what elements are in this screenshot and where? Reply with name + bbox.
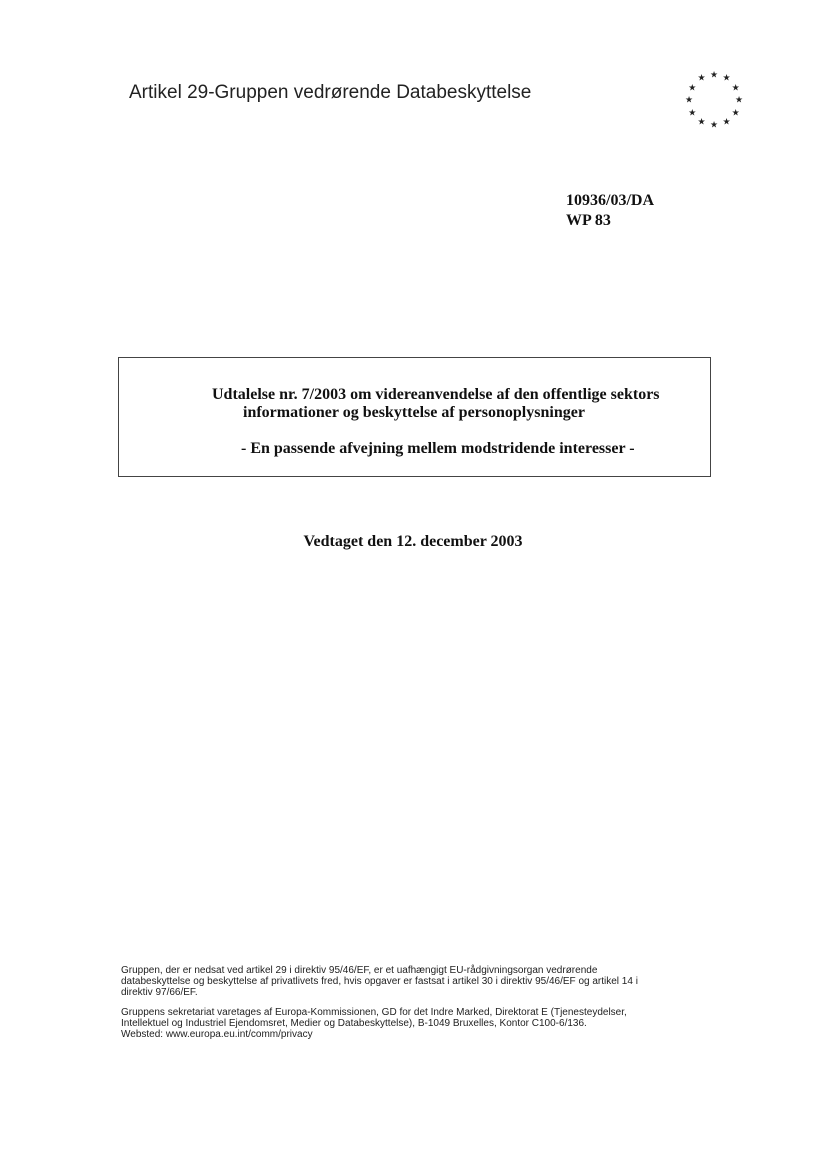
flag-star-icon: ★ xyxy=(688,108,697,118)
flag-star-icon: ★ xyxy=(734,95,744,106)
flag-star-icon: ★ xyxy=(697,73,706,84)
wp-number: WP 83 xyxy=(566,212,611,229)
flag-star-icon: ★ xyxy=(697,117,706,128)
footer-line: Intellektuel og Industriel Ejendomsret, Medier og Databeskyttelse), B-1049 Bruxelles, Kontor C100-6/136. xyxy=(121,1018,587,1029)
flag-star-icon: ★ xyxy=(731,83,740,93)
document-reference xyxy=(566,191,654,231)
footer-notes xyxy=(121,965,686,1040)
flag-star-icon: ★ xyxy=(722,117,731,128)
title-line-1: Udtalelse nr. 7/2003 om videreanvendelse af den offentlige sektors xyxy=(212,386,660,403)
footer-line: Gruppens sekretariat varetages af Europa-Kommissionen, GD for det Indre Marked, Direktorat E (Tjenesteydelser, xyxy=(121,1007,627,1018)
flag-star-icon: ★ xyxy=(684,95,694,106)
subtitle-line: - En passende afvejning mellem modstridende interesser - xyxy=(241,440,635,457)
flag-star-icon: ★ xyxy=(709,70,719,81)
footer-line: Gruppen, der er nedsat ved artikel 29 i direktiv 95/46/EF, er et uafhængigt EU-rådgivningsorgan vedrørende xyxy=(121,965,598,976)
title-box xyxy=(118,357,711,477)
flag-star-icon: ★ xyxy=(688,83,697,93)
footer-line: databeskyttelse og beskyttelse af privatlivets fred, hvis opgaver er fastsat i artikel 30 i direktiv 95/46/EF og artikel 14 i xyxy=(121,976,638,987)
footer-paragraph-1 xyxy=(121,965,686,998)
footer-paragraph-2 xyxy=(121,1007,686,1040)
footer-line: Websted: www.europa.eu.int/comm/privacy xyxy=(121,1029,313,1040)
header-title: Artikel 29-Gruppen vedrørende Databeskyttelse xyxy=(129,82,532,103)
flag-star-icon: ★ xyxy=(709,120,719,131)
eu-flag-logo xyxy=(684,66,744,136)
doc-number: 10936/03/DA xyxy=(566,192,654,209)
flag-star-icon: ★ xyxy=(722,73,731,84)
footer-line: direktiv 97/66/EF. xyxy=(121,987,198,998)
adopted-date: Vedtaget den 12. december 2003 xyxy=(303,533,523,550)
title-line-2: informationer og beskyttelse af personoplysninger xyxy=(243,404,585,421)
flag-star-icon: ★ xyxy=(731,108,740,118)
